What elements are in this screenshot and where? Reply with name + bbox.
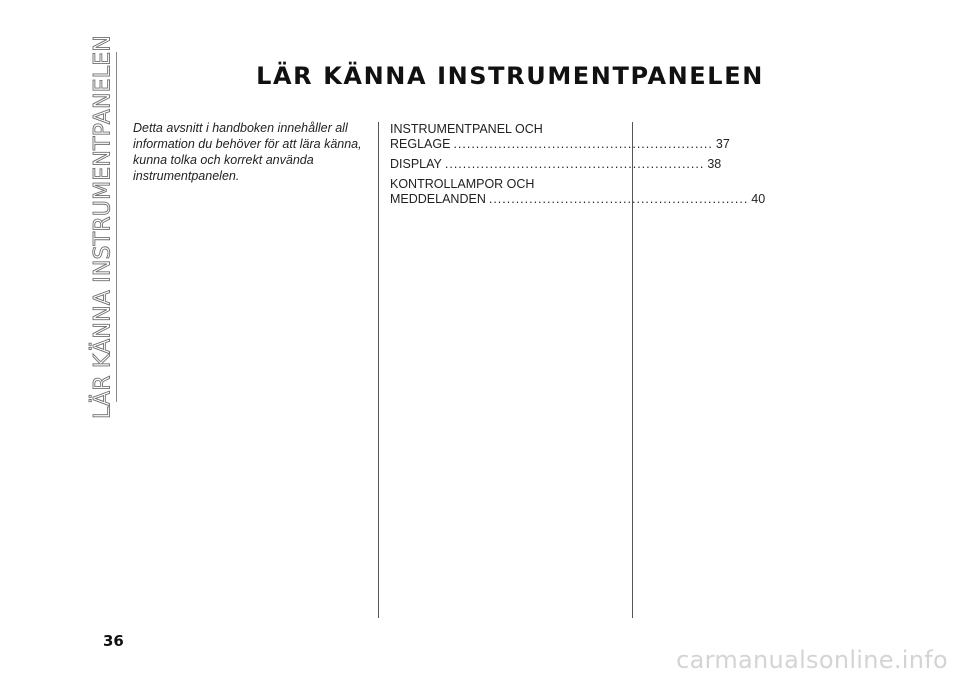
toc-entry-label: REGLAGE: [390, 137, 451, 151]
toc-entry-instrumentpanel[interactable]: [390, 122, 730, 152]
toc-dot-leader: ..........................................................: [453, 137, 713, 151]
toc-entry-heading: INSTRUMENTPANEL OCH: [390, 122, 543, 136]
side-tab: [90, 35, 117, 419]
side-tab-text: LÄR KÄNNA INSTRUMENTPANELEN: [90, 35, 116, 419]
toc-entry-label: MEDDELANDEN: [390, 192, 486, 206]
watermark-text: carmanualsonline.info: [676, 646, 948, 674]
column-divider-left: [378, 122, 379, 618]
toc-dot-leader: ..........................................................: [488, 192, 749, 206]
toc-page-number: 38: [707, 157, 722, 171]
toc-page-number: 40: [751, 192, 766, 206]
toc-dot-leader: ..........................................................: [444, 157, 705, 171]
table-of-contents: [390, 122, 766, 212]
toc-entry-display[interactable]: [390, 157, 722, 172]
chapter-title: LÄR KÄNNA INSTRUMENTPANELEN: [256, 62, 764, 90]
intro-text: Detta avsnitt i handboken innehåller all information du behöver för att lära känna, kunna tolka och korrekt använda instrumentpanelen.: [133, 121, 362, 183]
toc-page-number: 37: [715, 137, 730, 151]
toc-entry-heading: KONTROLLAMPOR OCH: [390, 177, 535, 191]
toc-entry-label: DISPLAY: [390, 157, 442, 171]
toc-entry-kontrollampor[interactable]: [390, 177, 766, 207]
page-number: 36: [103, 632, 124, 650]
